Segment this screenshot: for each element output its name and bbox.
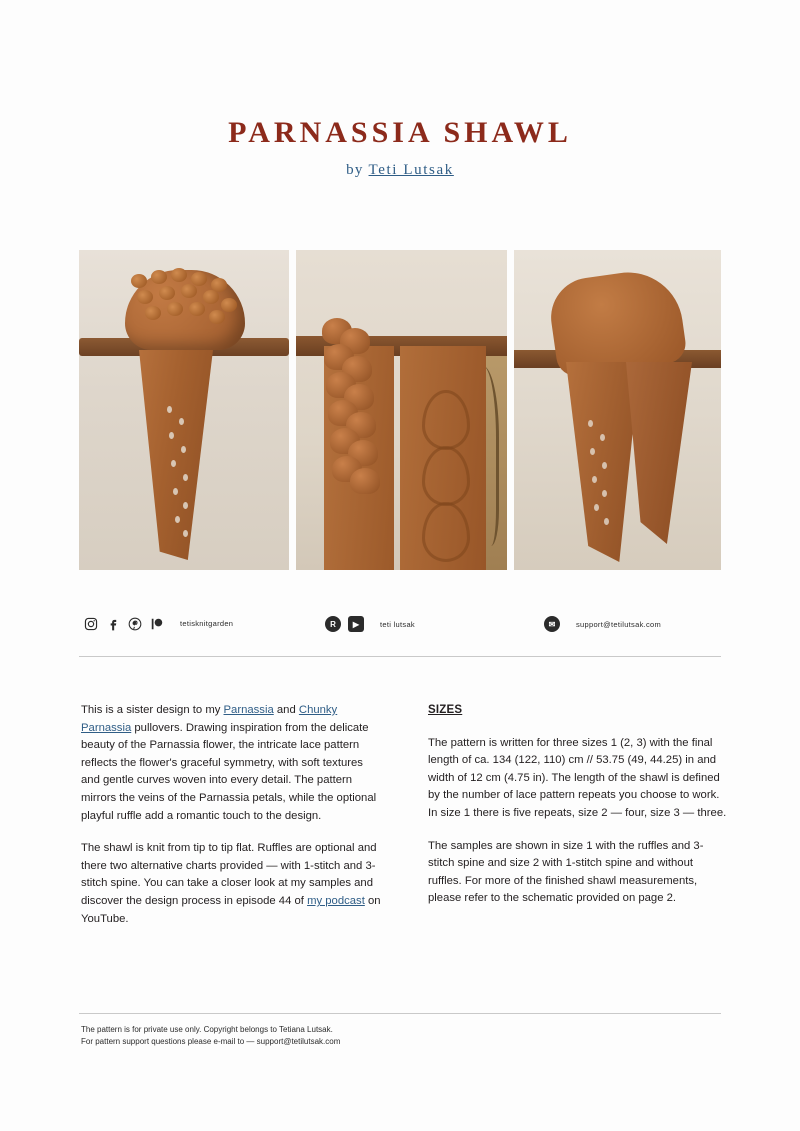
instagram-icon[interactable]: [83, 616, 98, 631]
ravelry-icon[interactable]: R: [325, 616, 341, 632]
page-title: PARNASSIA SHAWL: [228, 116, 572, 149]
sizes-paragraph-1: The pattern is written for three sizes 1 (2, 3) with the final length of ca. 134 (122, 110) cm // 53.75 (49, 44.25) in and width of 12 cm (4.75 in). The length of the shawl is defined by the number of lace pattern repeats you choose to work. In size 1 there is five repeats, size 2 — four, size 3 — three.: [428, 736, 727, 819]
pinterest-icon[interactable]: [127, 616, 142, 631]
social-group-support-email: [544, 616, 661, 632]
facebook-icon[interactable]: [105, 616, 120, 631]
intro-paragraph-2: [81, 840, 381, 928]
byline: [0, 162, 800, 179]
divider-bottom: [79, 1013, 721, 1014]
intro-column: [81, 702, 381, 928]
social-group-teti-lutsak: [325, 616, 415, 632]
social-group-tetisknitgarden: [83, 616, 233, 631]
footer: [81, 1024, 681, 1048]
social-handle-teti-lutsak: teti lutsak: [380, 619, 415, 629]
social-handle-tetisknitgarden: tetisknitgarden: [180, 619, 234, 628]
link-parnassia[interactable]: Parnassia: [223, 704, 274, 716]
photo-strip: [79, 250, 721, 570]
author-name: Teti Lutsak: [368, 162, 454, 178]
link-my-podcast[interactable]: my podcast: [307, 894, 365, 907]
photo-shawl-ruffle-and-lace-panels: [296, 250, 507, 570]
link-chunky-parnassia[interactable]: Chunky Parnassia: [81, 704, 338, 734]
intro-p1-text-b: and: [273, 704, 299, 716]
intro-p1-text-a: This is a sister design to my: [81, 704, 224, 716]
photo-shawl-knotted-with-two-tails: [514, 250, 721, 570]
youtube-icon[interactable]: ▶: [348, 616, 364, 632]
support-email-text: support@tetilutsak.com: [576, 619, 662, 629]
sizes-heading: SIZES: [428, 704, 463, 716]
social-links-row: [79, 612, 721, 642]
photo-shawl-draped-over-wooden-rod-closeup: [79, 250, 289, 570]
patreon-icon[interactable]: [149, 616, 164, 631]
divider-top: [79, 656, 721, 657]
byline-prefix: by: [346, 162, 364, 178]
footer-line-2: For pattern support questions please e-mail to — support@tetilutsak.com: [81, 1037, 341, 1046]
email-icon[interactable]: ✉: [544, 616, 560, 632]
intro-p2-text-b: on YouTube.: [81, 894, 381, 925]
sizes-paragraph-2: The samples are shown in size 1 with the ruffles and 3-stitch spine and size 2 with 1-stitch spine and without ruffles. For more of the finished shawl measurements, please refer to the schematic provided on page 2.: [428, 839, 704, 905]
intro-paragraph-1: [81, 702, 381, 825]
footer-line-1: The pattern is for private use only. Copyright belongs to Tetiana Lutsak.: [81, 1025, 333, 1034]
intro-p2-text-a: The shawl is knit from tip to tip flat. Ruffles are optional and there two alternative charts provided — with 1-stitch and 3-stitch spine. You can take a closer look at my samples and discover the design process in episode 44 of: [81, 842, 377, 907]
sizes-column: [428, 702, 728, 908]
intro-p1-text-c: pullovers. Drawing inspiration from the delicate beauty of the Parnassia flower, the intricate lace pattern reflects the flower's graceful symmetry, with soft textures and gentle curves woven into every detail. The pattern mirrors the veins of the Parnassia petals, while the optional playful ruffle add a romantic touch to the design.: [81, 721, 377, 822]
